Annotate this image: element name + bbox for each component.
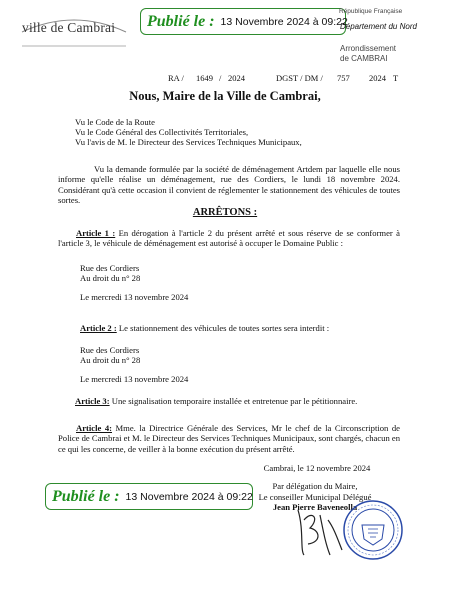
- article4-text: Mme. la Directrice Générale des Services, Mr le chef de la Circonscription de Police de Cambrai et M. le Directeur des Services Techniques Municipaux, sont chargés, chacun en ce qui les concerne, de veiller à la bonne exécution du présent arrêté.: [58, 423, 401, 454]
- signature-line2: Le conseiller Municipal Délégué: [258, 491, 372, 502]
- handwritten-signature-icon: [290, 500, 350, 560]
- article2-address: Au droit du n° 28: [80, 355, 141, 366]
- article1-address: Au droit du n° 28: [80, 273, 141, 284]
- arrondissement-line2: de CAMBRAI: [340, 54, 388, 63]
- published-stamp-top: [140, 8, 346, 35]
- article4-paragraph: [58, 423, 400, 454]
- article1-paragraph: [58, 228, 400, 249]
- dgst-label: DGST / DM /: [276, 73, 323, 83]
- ra-year: 2024: [228, 73, 245, 83]
- article4-label: Article 4:: [76, 423, 112, 433]
- arretons-heading: ARRÊTONS :: [192, 207, 258, 218]
- published-label: Publié le :: [52, 487, 120, 505]
- article2-paragraph: [80, 323, 400, 333]
- article1-location: [80, 263, 140, 284]
- signature-name: Jean Pierre Baveneolla: [272, 502, 358, 512]
- signature-place-date: Cambrai, le 12 novembre 2024: [263, 463, 371, 473]
- intro-paragraph: Vu la demande formulée par la société de déménagement Artdem par laquelle elle nous informe qu'elle réalise un déménagement, rue des Cordiers, le lundi 18 novembre 2024. Considérant qu'à cette occasion il convient de réglementer le stationnement des véhicules de toutes sortes.: [58, 164, 400, 205]
- departement-label: Département du Nord: [340, 22, 417, 31]
- logo-text: ville de Cambrai: [22, 20, 116, 35]
- vu-item: Vu l'avis de M. le Directeur des Services Techniques Municipaux,: [75, 137, 302, 148]
- dgst-year: 2024: [369, 73, 386, 83]
- article2-date: Le mercredi 13 novembre 2024: [80, 374, 189, 384]
- signature-line1: Par délégation du Maire,: [272, 481, 358, 491]
- page-title: Nous, Maire de la Ville de Cambrai,: [129, 89, 321, 103]
- published-date: 13 Novembre 2024 à 09:22: [220, 15, 348, 28]
- article3-paragraph: [75, 396, 405, 406]
- article3-text: Une signalisation temporaire installée et entretenue par le pétitionnaire.: [109, 396, 358, 406]
- article1-street: Rue des Cordiers: [80, 263, 140, 273]
- official-seal-icon: [342, 499, 404, 561]
- article1-text: En dérogation à l'article 2 du présent arrêté et sous réserve de se conformer à l'article 3, le véhicule de déménagement est autorisé à occuper le Domaine Public :: [58, 228, 400, 249]
- article2-label: Article 2 :: [80, 323, 117, 333]
- ra-separator: /: [219, 73, 222, 83]
- republique-label: République Française: [339, 8, 403, 15]
- arrondissement-label: [340, 44, 396, 64]
- vu-item: Vu le Code Général des Collectivités Territoriales,: [75, 127, 249, 138]
- published-stamp-bottom: [45, 483, 253, 510]
- article2-text: Le stationnement des véhicules de toutes sortes sera interdit :: [116, 323, 330, 333]
- ra-number: 1649: [196, 73, 213, 83]
- article1-date: Le mercredi 13 novembre 2024: [80, 292, 189, 302]
- published-date: 13 Novembre 2024 à 09:22: [125, 490, 253, 503]
- ra-label: RA /: [168, 73, 184, 83]
- vu-list: [75, 117, 302, 148]
- article2-location: [80, 345, 140, 366]
- vu-item: Vu le Code de la Route: [75, 117, 155, 127]
- published-label: Publié le :: [147, 12, 215, 30]
- article3-label: Article 3:: [75, 396, 110, 406]
- article1-label: Article 1 :: [76, 228, 116, 238]
- dgst-number: 757: [337, 73, 350, 83]
- article2-street: Rue des Cordiers: [80, 345, 140, 355]
- dgst-suffix: T: [393, 73, 399, 83]
- arrondissement-line1: Arrondissement: [340, 44, 397, 53]
